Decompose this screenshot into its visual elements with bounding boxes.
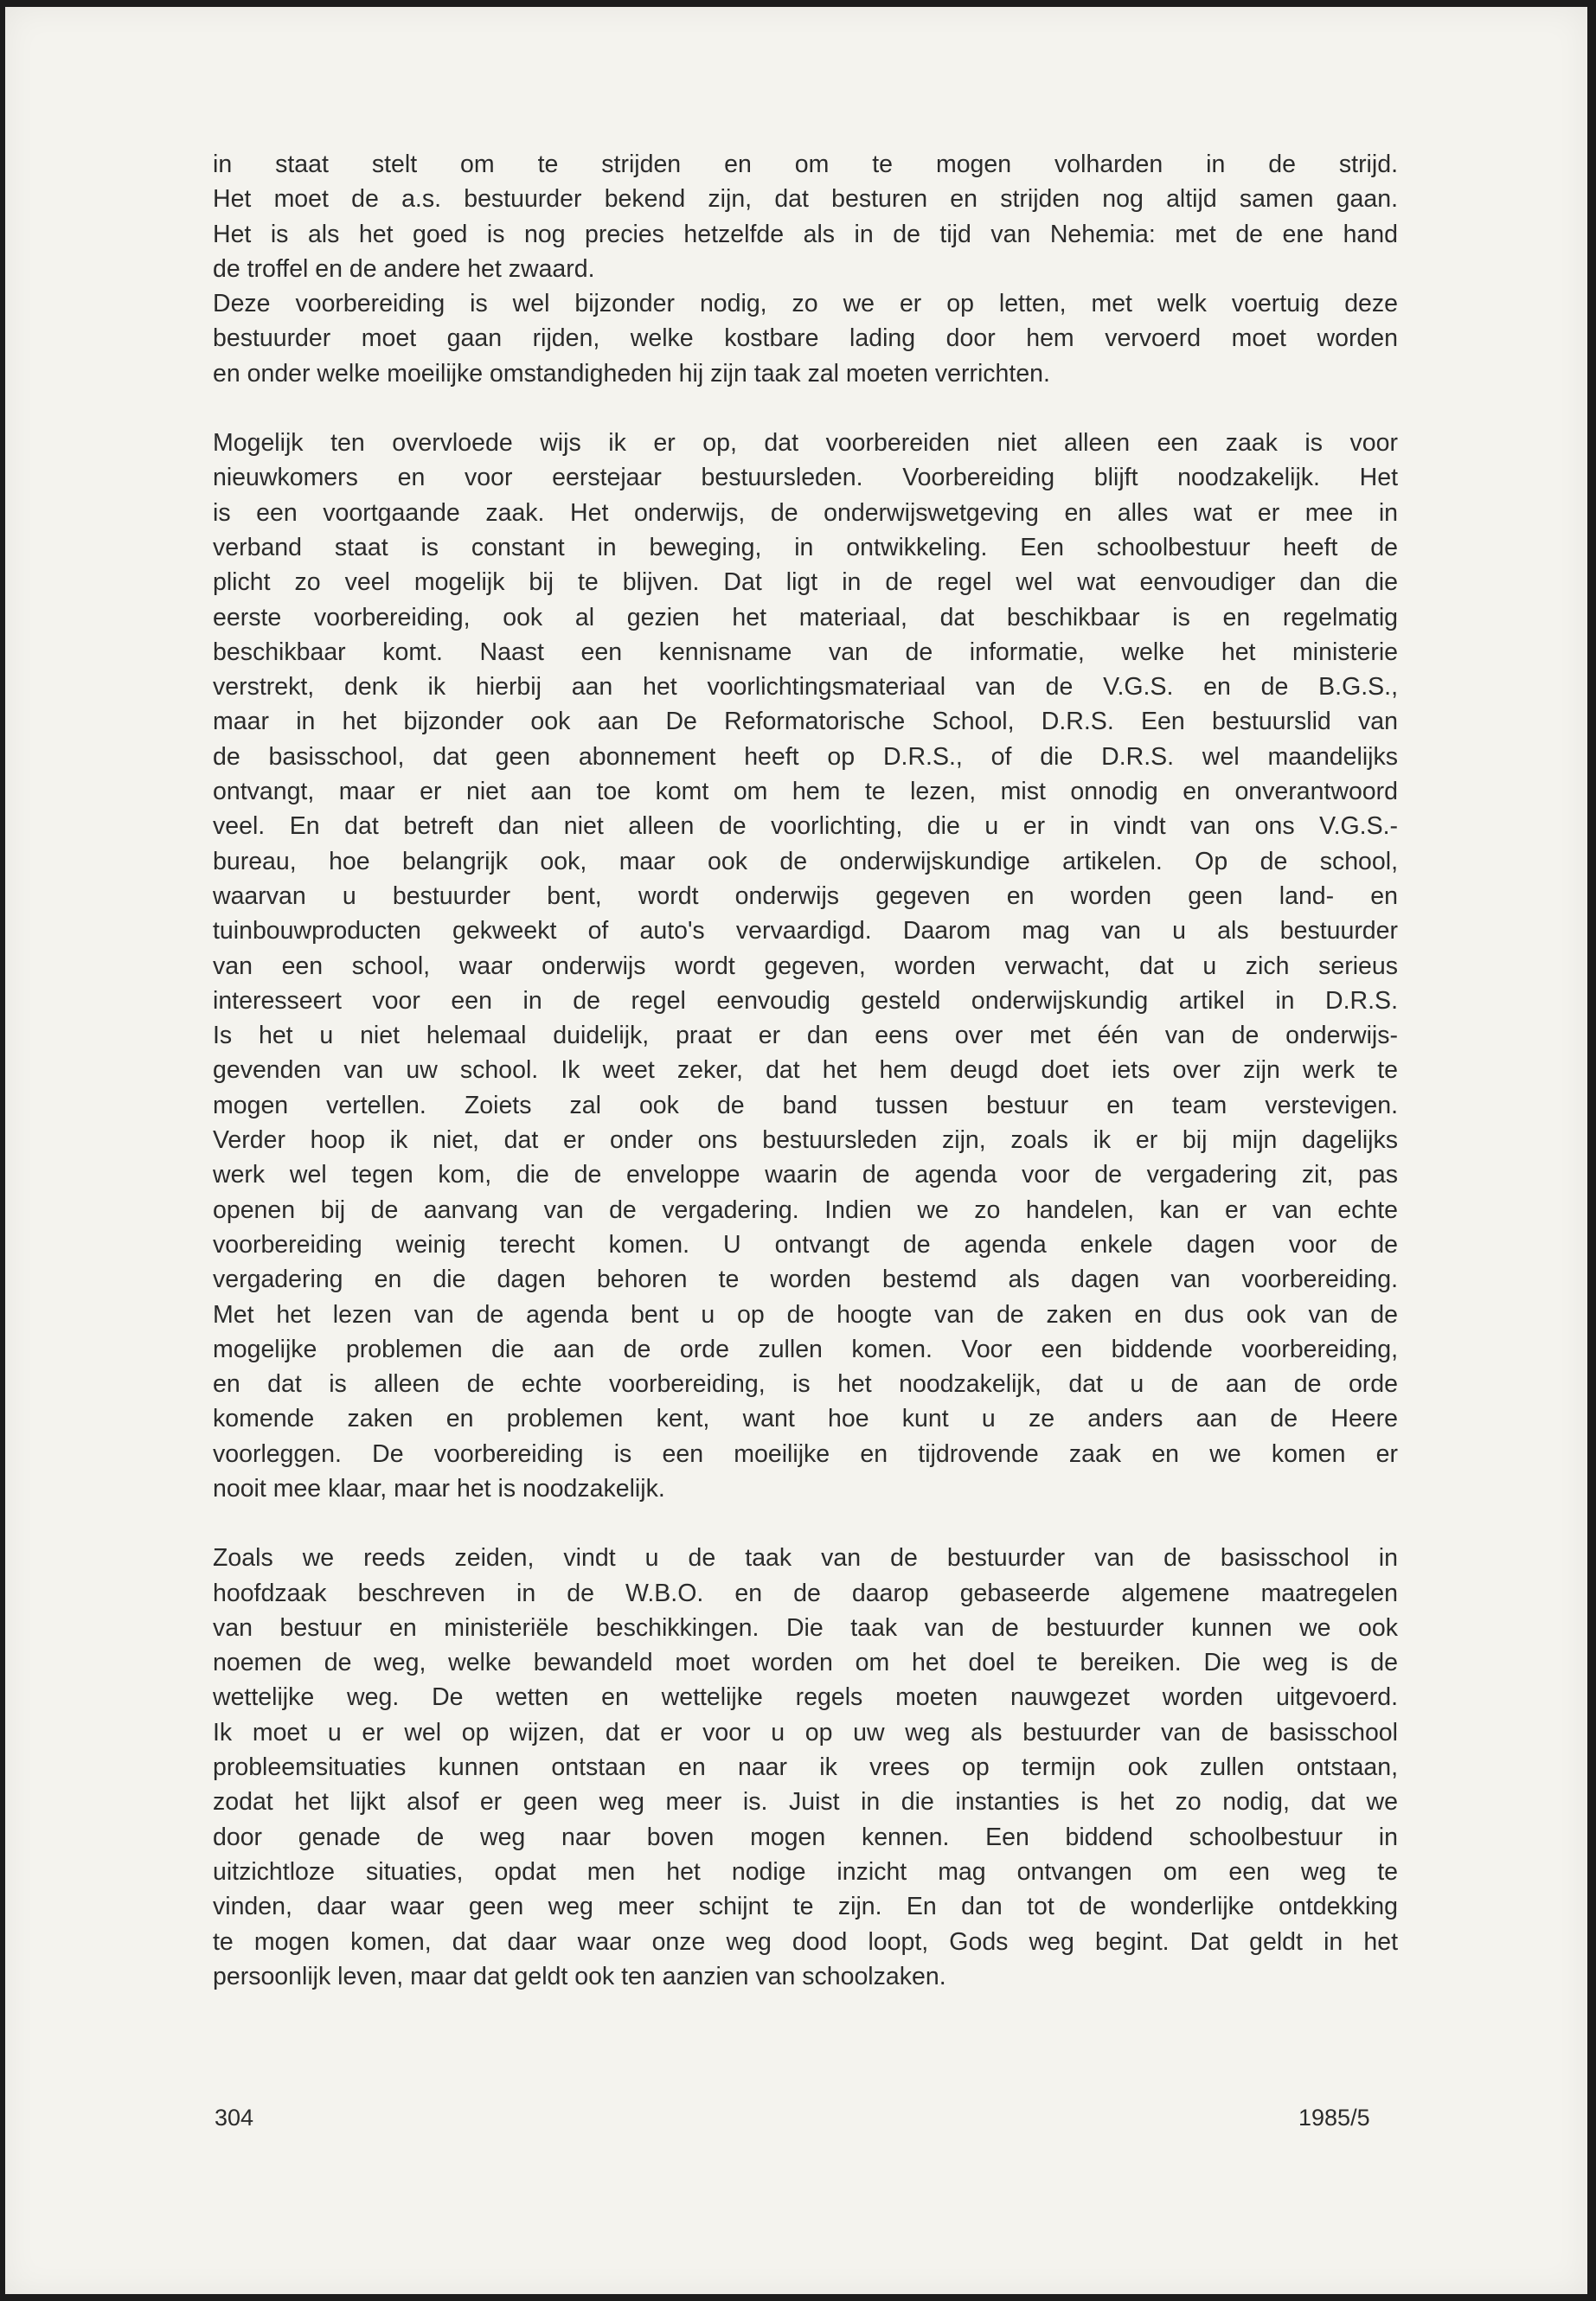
text-line: vinden, daar waar geen weg meer schijnt te zijn. En dan tot de wonderlijke ontdekking: [213, 1893, 1398, 1921]
text-line: hoofdzaak beschreven in de W.B.O. en de daarop gebaseerde algemene maatregelen: [213, 1579, 1398, 1607]
text-line: voorleggen. De voorbereiding is een moeilijke en tijdrovende zaak en we komen er: [213, 1439, 1398, 1468]
text-line: Is het u niet helemaal duidelijk, praat er dan eens over met één van de onderwijs-: [213, 1022, 1398, 1050]
text-line: gevenden van uw school. Ik weet zeker, dat het hem deugd doet iets over zijn werk te: [213, 1056, 1398, 1085]
text-line: door genade de weg naar boven mogen kennen. Een biddend schoolbestuur in: [213, 1823, 1398, 1851]
paragraph: [213, 1541, 1398, 1994]
text-line: beschikbaar komt. Naast een kennisname van de informatie, welke het ministerie: [213, 638, 1398, 666]
text-line: tuinbouwproducten gekweekt of auto's vervaardigd. Daarom mag van u als bestuurder: [213, 917, 1398, 945]
text-line: en onder welke moeilijke omstandigheden hij zijn taak zal moeten verrichten.: [213, 359, 1050, 388]
text-line: Mogelijk ten overvloede wijs ik er op, dat voorbereiden niet alleen een zaak is voor: [213, 429, 1398, 458]
text-line: de basisschool, dat geen abonnement heeft op D.R.S., of die D.R.S. wel maandelijks: [213, 742, 1398, 771]
text-line: ontvangt, maar er niet aan toe komt om hem te lezen, mist onnodig en onverantwoord: [213, 778, 1398, 806]
text-line: mogelijke problemen die aan de orde zullen komen. Voor een biddende voorbereiding,: [213, 1335, 1398, 1363]
issue-number: 1985/5: [1298, 2105, 1370, 2131]
document-page: [5, 7, 1587, 2294]
text-line: nooit mee klaar, maar het is noodzakelijk.: [213, 1474, 665, 1503]
text-line: bestuurder moet gaan rijden, welke kostbare lading door hem vervoerd moet worden: [213, 324, 1398, 353]
text-line: probleemsituaties kunnen ontstaan en naar ik vrees op termijn ook zullen ontstaan,: [213, 1753, 1398, 1782]
text-line: in staat stelt om te strijden en om te mogen volharden in de strijd.: [213, 151, 1398, 178]
text-line: veel. En dat betreft dan niet alleen de voorlichting, die u er in vindt van ons V.G.S.-: [213, 812, 1398, 841]
text-line: mogen vertellen. Zoiets zal ook de band tussen bestuur en team verstevigen.: [213, 1091, 1398, 1119]
text-line: vergadering en die dagen behoren te worden bestemd als dagen van voorbereiding.: [213, 1266, 1398, 1294]
text-line: persoonlijk leven, maar dat geldt ook ten aanzien van schoolzaken.: [213, 1962, 946, 1990]
body-text: [213, 147, 1398, 1994]
text-line: interesseert voor een in de regel eenvoudig gesteld onderwijskundig artikel in D.R.S.: [213, 986, 1398, 1015]
text-line: verstrekt, denk ik hierbij aan het voorlichtingsmateriaal van de V.G.S. en de B.G.S.,: [213, 673, 1398, 702]
page-number: 304: [215, 2105, 254, 2131]
paragraph: [213, 426, 1398, 1506]
text-line: plicht zo veel mogelijk bij te blijven. Dat ligt in de regel wel wat eenvoudiger dan die: [213, 568, 1398, 597]
text-line: uitzichtloze situaties, opdat men het nodige inzicht mag ontvangen om een weg te: [213, 1857, 1398, 1886]
text-line: werk wel tegen kom, die de enveloppe waarin de agenda voor de vergadering zit, pas: [213, 1161, 1398, 1189]
text-line: waarvan u bestuurder bent, wordt onderwijs gegeven en worden geen land- en: [213, 881, 1398, 910]
text-line: zodat het lijkt alsof er geen weg meer is. Juist in die instanties is het zo nodig, dat we: [213, 1788, 1398, 1817]
text-line: de troffel en de andere het zwaard.: [213, 254, 595, 283]
text-line: eerste voorbereiding, ook al gezien het materiaal, dat beschikbaar is en regelmatig: [213, 603, 1398, 631]
text-line: noemen de weg, welke bewandeld moet worden om het doel te bereiken. Die weg is de: [213, 1649, 1398, 1677]
text-line: van bestuur en ministeriële beschikkingen. Die taak van de bestuurder kunnen we ook: [213, 1613, 1398, 1642]
text-line: Het moet de a.s. bestuurder bekend zijn, dat besturen en strijden nog altijd samen gaan.: [213, 185, 1398, 214]
paragraph: [213, 147, 1398, 391]
text-line: wettelijke weg. De wetten en wettelijke regels moeten nauwgezet worden uitgevoerd.: [213, 1683, 1398, 1712]
text-line: bureau, hoe belangrijk ook, maar ook de onderwijskundige artikelen. Op de school,: [213, 847, 1398, 875]
text-line: voorbereiding weinig terecht komen. U ontvangt de agenda enkele dagen voor de: [213, 1230, 1398, 1259]
text-line: en dat is alleen de echte voorbereiding, is het noodzakelijk, dat u de aan de orde: [213, 1370, 1398, 1399]
text-line: verband staat is constant in beweging, in ontwikkeling. Een schoolbestuur heeft de: [213, 533, 1398, 561]
text-line: Met het lezen van de agenda bent u op de hoogte van de zaken en dus ook van de: [213, 1300, 1398, 1329]
text-line: maar in het bijzonder ook aan De Reformatorische School, D.R.S. Een bestuurslid van: [213, 708, 1398, 736]
text-line: Het is als het goed is nog precies hetzelfde als in de tijd van Nehemia: met de ene hand: [213, 220, 1398, 248]
text-line: komende zaken en problemen kent, want hoe kunt u ze anders aan de Heere: [213, 1405, 1398, 1433]
text-line: is een voortgaande zaak. Het onderwijs, de onderwijswetgeving en alles wat er mee in: [213, 498, 1398, 527]
text-line: van een school, waar onderwijs wordt gegeven, worden verwacht, dat u zich serieus: [213, 952, 1398, 980]
text-line: Ik moet u er wel op wijzen, dat er voor u op uw weg als bestuurder van de basisschool: [213, 1718, 1398, 1747]
text-line: Zoals we reeds zeiden, vindt u de taak van de bestuurder van de basisschool in: [213, 1544, 1398, 1573]
text-line: openen bij de aanvang van de vergadering. Indien we zo handelen, kan er van echte: [213, 1195, 1398, 1224]
text-line: Deze voorbereiding is wel bijzonder nodig, zo we er op letten, met welk voertuig deze: [213, 290, 1398, 318]
text-line: nieuwkomers en voor eerstejaar bestuursleden. Voorbereiding blijft noodzakelijk. Het: [213, 464, 1398, 492]
text-line: te mogen komen, dat daar waar onze weg dood loopt, Gods weg begint. Dat geldt in het: [213, 1927, 1398, 1956]
text-line: Verder hoop ik niet, dat er onder ons bestuursleden zijn, zoals ik er bij mijn dagelijks: [213, 1126, 1398, 1155]
